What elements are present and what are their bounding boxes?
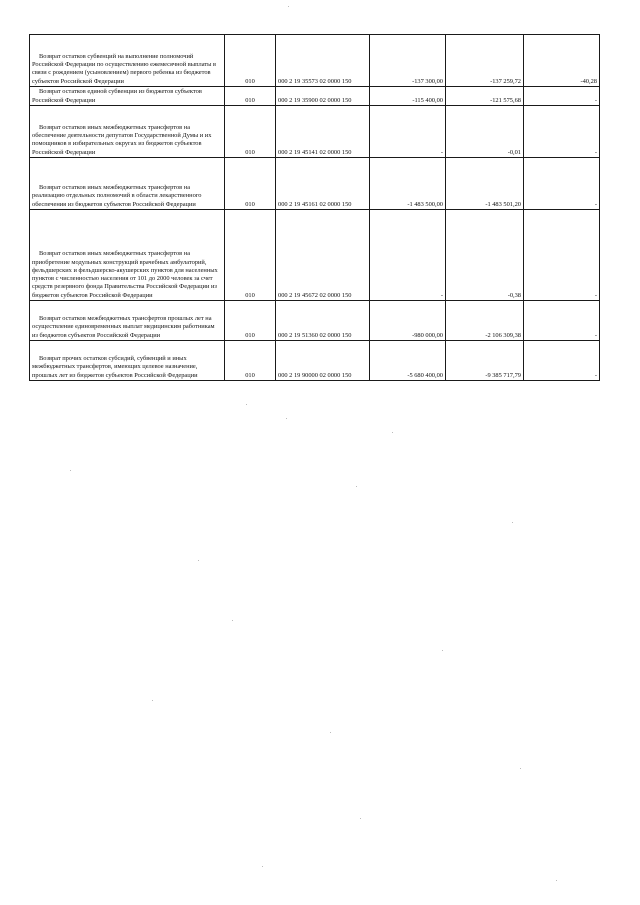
scan-speck bbox=[70, 470, 71, 471]
scan-speck bbox=[262, 866, 263, 867]
row-approved-cell: -137 300,00 bbox=[370, 35, 446, 87]
scan-speck bbox=[392, 432, 393, 433]
row-line-code-cell: 010 bbox=[225, 35, 276, 87]
scan-speck bbox=[286, 418, 287, 419]
row-executed-cell: -121 575,68 bbox=[446, 87, 524, 106]
table-row bbox=[30, 301, 600, 341]
row-executed-cell: -0,01 bbox=[446, 106, 524, 158]
table-row bbox=[30, 210, 600, 301]
scan-speck bbox=[330, 732, 331, 733]
scan-speck bbox=[246, 404, 247, 405]
row-income-code-cell: 000 2 19 45141 02 0000 150 bbox=[276, 106, 370, 158]
table-row bbox=[30, 35, 600, 87]
row-executed-cell: -9 385 717,79 bbox=[446, 341, 524, 381]
row-name-cell: Возврат остатков субвенций на выполнение полномочий Российской Федерации по осуществлению ежемесячной выплаты в связи с рождением (усыновлением) первого ребенка из бюджетов субъектов Российской Федерации bbox=[30, 35, 225, 87]
table-row bbox=[30, 158, 600, 210]
scan-speck bbox=[360, 818, 361, 819]
scan-speck bbox=[556, 880, 557, 881]
row-line-code-cell: 010 bbox=[225, 87, 276, 106]
row-executed-cell: -0,38 bbox=[446, 210, 524, 301]
row-executed-cell: -2 106 309,38 bbox=[446, 301, 524, 341]
row-line-code-cell: 010 bbox=[225, 341, 276, 381]
table-row bbox=[30, 341, 600, 381]
row-income-code-cell: 000 2 19 51360 02 0000 150 bbox=[276, 301, 370, 341]
row-unexecuted-cell: - bbox=[524, 210, 600, 301]
scan-speck bbox=[232, 620, 233, 621]
scan-speck bbox=[152, 700, 153, 701]
row-name-cell: Возврат остатков межбюджетных трансфертов прошлых лет на осуществление единовременных выплат медицинским работникам из бюджетов субъектов Российской Федерации bbox=[30, 301, 225, 341]
row-approved-cell: - bbox=[370, 106, 446, 158]
row-approved-cell: -1 483 500,00 bbox=[370, 158, 446, 210]
row-approved-cell: -5 680 400,00 bbox=[370, 341, 446, 381]
row-line-code-cell: 010 bbox=[225, 210, 276, 301]
row-unexecuted-cell: - bbox=[524, 341, 600, 381]
row-approved-cell: - bbox=[370, 210, 446, 301]
scan-speck bbox=[512, 522, 513, 523]
scan-speck bbox=[198, 560, 199, 561]
row-unexecuted-cell: - bbox=[524, 158, 600, 210]
scan-speck bbox=[442, 650, 443, 651]
table-row bbox=[30, 87, 600, 106]
table-row bbox=[30, 106, 600, 158]
row-income-code-cell: 000 2 19 45161 02 0000 150 bbox=[276, 158, 370, 210]
row-executed-cell: -1 483 501,20 bbox=[446, 158, 524, 210]
row-name-cell: Возврат остатков иных межбюджетных трансфертов на обеспечение деятельности депутатов Государственной Думы и их помощников в избирательных округах из бюджетов субъектов Российской Федерации bbox=[30, 106, 225, 158]
row-approved-cell: -980 000,00 bbox=[370, 301, 446, 341]
scan-speck bbox=[288, 6, 289, 7]
row-income-code-cell: 000 2 19 45672 02 0000 150 bbox=[276, 210, 370, 301]
row-unexecuted-cell: - bbox=[524, 301, 600, 341]
row-unexecuted-cell: - bbox=[524, 87, 600, 106]
row-name-cell: Возврат остатков иных межбюджетных трансфертов на реализацию отдельных полномочий в области лекарственного обеспечения из бюджетов субъектов Российской Федерации bbox=[30, 158, 225, 210]
row-unexecuted-cell: - bbox=[524, 106, 600, 158]
row-income-code-cell: 000 2 19 90000 02 0000 150 bbox=[276, 341, 370, 381]
scan-speck bbox=[520, 768, 521, 769]
row-income-code-cell: 000 2 19 35573 02 0000 150 bbox=[276, 35, 370, 87]
row-line-code-cell: 010 bbox=[225, 301, 276, 341]
row-line-code-cell: 010 bbox=[225, 158, 276, 210]
scan-speck bbox=[356, 486, 357, 487]
row-executed-cell: -137 259,72 bbox=[446, 35, 524, 87]
row-income-code-cell: 000 2 19 35900 02 0000 150 bbox=[276, 87, 370, 106]
budget-refund-table bbox=[29, 34, 600, 381]
row-name-cell: Возврат прочих остатков субсидий, субвенций и иных межбюджетных трансфертов, имеющих целевое назначение, прошлых лет из бюджетов субъектов Российской Федерации bbox=[30, 341, 225, 381]
row-line-code-cell: 010 bbox=[225, 106, 276, 158]
row-approved-cell: -115 400,00 bbox=[370, 87, 446, 106]
row-name-cell: Возврат остатков иных межбюджетных трансфертов на приобретение модульных конструкций врачебных амбулаторий, фельдшерских и фельдшерско-акушерских пунктов для населенных пунктов с численностью населения от 101 до 2000 человек за счет средств резервного фонда Правительства Российской Федерации из бюджетов субъектов Российской Федерации bbox=[30, 210, 225, 301]
row-name-cell: Возврат остатков единой субвенции из бюджетов субъектов Российской Федерации bbox=[30, 87, 225, 106]
row-unexecuted-cell: -40,28 bbox=[524, 35, 600, 87]
